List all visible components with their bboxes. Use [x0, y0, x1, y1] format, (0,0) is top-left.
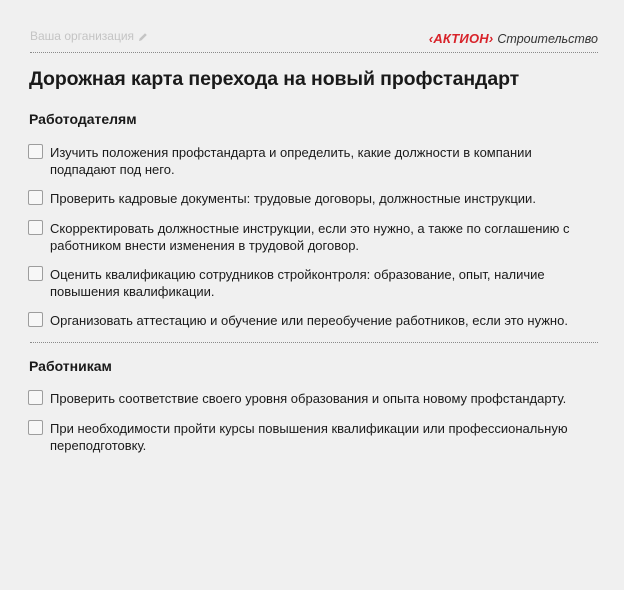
checklist-item-text: Проверить кадровые документы: трудовые договоры, должностные инструкции. — [50, 191, 536, 206]
section-divider — [30, 342, 598, 343]
checklist-item-text: Оценить квалификацию сотрудников стройконтроля: образование, опыт, наличие повышения квалификации. — [50, 267, 545, 299]
employees-checklist — [28, 390, 598, 454]
checkbox[interactable] — [28, 266, 43, 281]
checklist-item — [28, 190, 598, 207]
checkbox[interactable] — [28, 144, 43, 159]
checkbox[interactable] — [28, 312, 43, 327]
checkbox[interactable] — [28, 190, 43, 205]
checklist-item — [28, 220, 598, 254]
header — [30, 26, 598, 53]
checklist-item-text: При необходимости пройти курсы повышения квалификации или профессиональную переподготовку. — [50, 421, 568, 453]
checklist-item — [28, 390, 598, 407]
checklist-item — [28, 266, 598, 300]
pencil-icon[interactable] — [138, 31, 148, 41]
brand-logo — [429, 31, 598, 46]
checklist-item-text: Изучить положения профстандарта и определить, какие должности в компании подпадают под него. — [50, 145, 532, 177]
brand-mark: ‹АКТИОН› — [428, 31, 494, 46]
page-title: Дорожная карта перехода на новый профстандарт — [29, 68, 520, 90]
section-title-employers: Работодателям — [29, 111, 137, 127]
checkbox[interactable] — [28, 220, 43, 235]
checkbox[interactable] — [28, 390, 43, 405]
checklist-item-text: Проверить соответствие своего уровня образования и опыта новому профстандарту. — [50, 391, 567, 406]
checklist-item — [28, 312, 598, 329]
checklist-item — [28, 144, 598, 178]
checklist-item-text: Скорректировать должностные инструкции, если это нужно, а также по соглашению с работником внести изменения в трудовой договор. — [50, 221, 570, 253]
checklist-item — [28, 420, 598, 454]
checklist-item-text: Организовать аттестацию и обучение или переобучение работников, если это нужно. — [50, 313, 568, 328]
checkbox[interactable] — [28, 420, 43, 435]
section-title-employees: Работникам — [29, 358, 112, 374]
brand-subtitle: Строительство — [497, 32, 598, 46]
employers-checklist — [28, 144, 598, 329]
organization-field[interactable] — [30, 29, 148, 43]
organization-placeholder[interactable]: Ваша организация — [30, 29, 135, 43]
